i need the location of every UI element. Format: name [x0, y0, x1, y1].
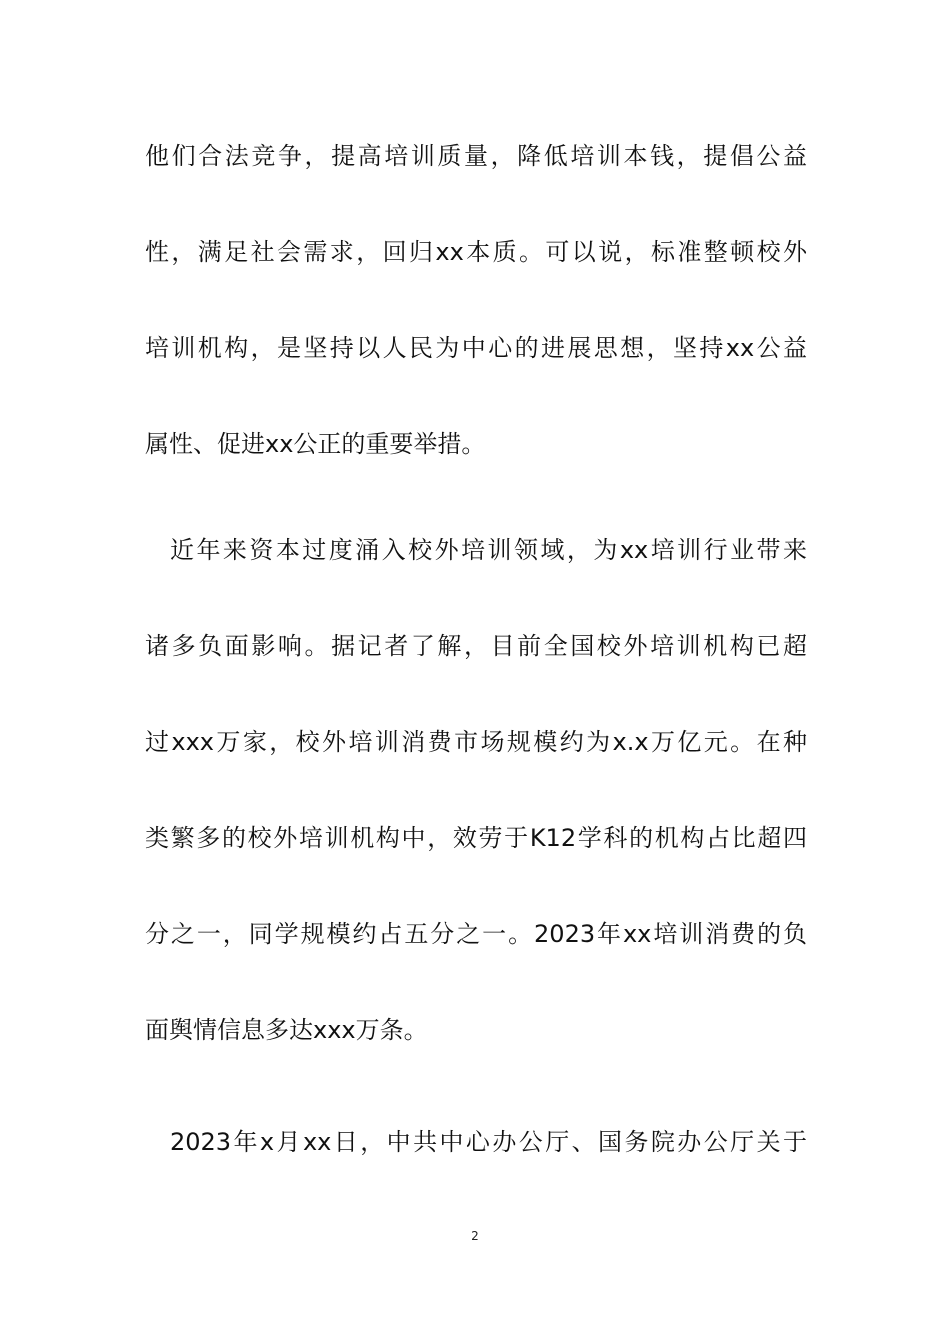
text-line: 分之一，同学规模约占五分之一。2023年xx培训消费的负	[145, 920, 807, 948]
text-line: 面舆情信息多达xxx万条。	[145, 1016, 428, 1044]
text-line: 类繁多的校外培训机构中，效劳于K12学科的机构占比超四	[145, 824, 807, 852]
page-number: 2	[471, 1229, 479, 1243]
text-line: 近年来资本过度涌入校外培训领域，为xx培训行业带来	[170, 536, 807, 564]
text-line: 属性、促进xx公正的重要举措。	[145, 430, 486, 458]
text-line: 他们合法竞争，提高培训质量，降低培训本钱，提倡公益	[145, 142, 807, 170]
text-line: 培训机构，是坚持以人民为中心的进展思想，坚持xx公益	[145, 334, 807, 362]
text-line: 诸多负面影响。据记者了解，目前全国校外培训机构已超	[145, 632, 807, 660]
text-line: 过xxx万家，校外培训消费市场规模约为x.x万亿元。在种	[145, 728, 807, 756]
text-line: 2023年x月xx日，中共中心办公厅、国务院办公厅关于	[170, 1128, 807, 1156]
text-line: 性，满足社会需求，回归xx本质。可以说，标准整顿校外	[145, 238, 807, 266]
